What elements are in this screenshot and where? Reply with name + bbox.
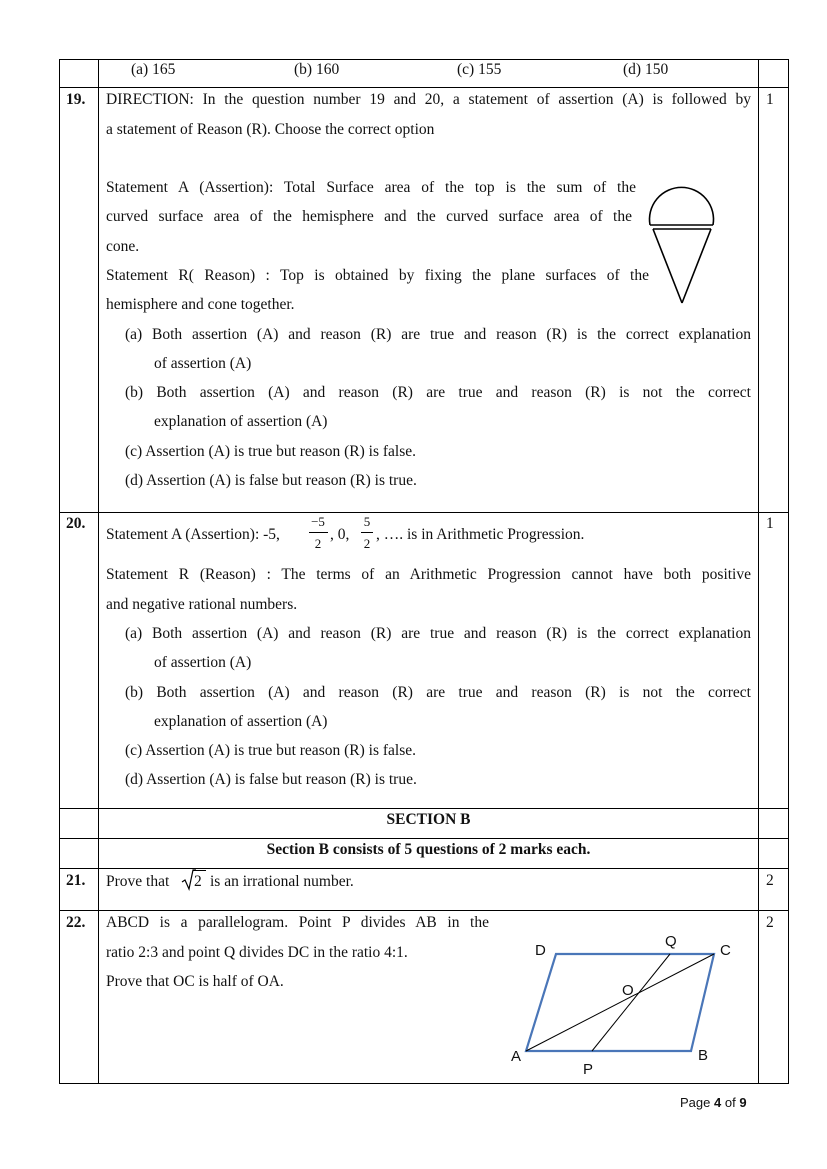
q22-line-3: Prove that OC is half of OA. bbox=[106, 973, 284, 990]
q18-option-a: (a) 165 bbox=[131, 61, 176, 78]
page-footer bbox=[680, 1095, 747, 1110]
fraction-1-denominator: 2 bbox=[314, 536, 322, 551]
assertion-line-1: Statement A (Assertion): Total Surface area of the top is the sum of the bbox=[106, 179, 636, 196]
row-line bbox=[59, 87, 789, 88]
fraction-2-numerator: 5 bbox=[363, 514, 371, 529]
assertion-line-3: cone. bbox=[106, 238, 140, 255]
radical-overline bbox=[193, 870, 206, 871]
reason-line-2: hemisphere and cone together. bbox=[106, 296, 295, 313]
q21-radicand: 2 bbox=[194, 873, 202, 890]
section-b-subtitle: Section B consists of 5 questions of 2 marks each. bbox=[266, 841, 591, 858]
question-marks: 1 bbox=[766, 515, 774, 532]
assertion-prefix: Statement A (Assertion): -5, bbox=[106, 526, 280, 543]
reason-line-1: Statement R( Reason) : Top is obtained by fixing the plane surfaces of the bbox=[106, 267, 649, 284]
q18-option-d: (d) 150 bbox=[623, 61, 669, 78]
diagonal-ac bbox=[526, 954, 714, 1051]
question-number: 19. bbox=[66, 91, 86, 108]
option-b-line-2: explanation of assertion (A) bbox=[154, 713, 328, 730]
direction-line-1: DIRECTION: In the question number 19 and 20, a statement of assertion (A) is followed by bbox=[106, 91, 751, 108]
question-number: 20. bbox=[66, 515, 86, 532]
hemisphere-arc bbox=[650, 187, 714, 225]
reason-line-1: Statement R (Reason) : The terms of an Arithmetic Progression cannot have both positive bbox=[106, 566, 751, 583]
fraction-1-numerator: −5 bbox=[311, 514, 325, 529]
question-marks: 2 bbox=[766, 872, 774, 889]
section-b-title: SECTION B bbox=[386, 811, 471, 828]
option-b-line-2: explanation of assertion (A) bbox=[154, 413, 328, 430]
option-b-line-1: (b) Both assertion (A) and reason (R) are true and reason (R) is not the correct bbox=[125, 684, 751, 701]
assertion-suffix: , …. is in Arithmetic Progression. bbox=[376, 526, 585, 543]
parallelogram-figure bbox=[520, 945, 720, 1057]
option-c: (c) Assertion (A) is true but reason (R) is false. bbox=[125, 443, 416, 460]
table-divider-number bbox=[98, 59, 99, 1084]
assertion-line-2: curved surface area of the hemisphere and the curved surface area of the bbox=[106, 208, 632, 225]
q18-option-b: (b) 160 bbox=[294, 61, 340, 78]
fraction-2-bar bbox=[361, 532, 373, 533]
table-border-right bbox=[788, 59, 789, 1084]
option-a-line-2: of assertion (A) bbox=[154, 654, 252, 671]
question-number: 22. bbox=[66, 914, 86, 931]
option-d: (d) Assertion (A) is false but reason (R) is true. bbox=[125, 472, 417, 489]
option-a-line-1: (a) Both assertion (A) and reason (R) are true and reason (R) is the correct explanation bbox=[125, 326, 751, 343]
footer-prefix: Page bbox=[680, 1095, 711, 1110]
label-p: P bbox=[583, 1061, 594, 1078]
row-line bbox=[59, 1083, 789, 1084]
cone-left-side bbox=[653, 229, 682, 303]
spinning-top-figure bbox=[645, 178, 719, 308]
option-d: (d) Assertion (A) is false but reason (R) is true. bbox=[125, 771, 417, 788]
table-border-left bbox=[59, 59, 60, 1084]
footer-current-page: 4 bbox=[714, 1095, 722, 1110]
fraction-1-bar bbox=[309, 532, 328, 533]
label-q: Q bbox=[665, 933, 677, 950]
row-line bbox=[59, 808, 789, 809]
q21-text-after: is an irrational number. bbox=[210, 873, 354, 890]
table-divider-marks bbox=[758, 59, 759, 1084]
direction-line-2: a statement of Reason (R). Choose the correct option bbox=[106, 121, 435, 138]
fraction-2-denominator: 2 bbox=[363, 536, 371, 551]
q22-line-1: ABCD is a parallelogram. Point P divides AB in the bbox=[106, 914, 489, 931]
assertion-separator: , 0, bbox=[330, 526, 350, 543]
footer-total-pages: 9 bbox=[739, 1095, 747, 1110]
option-a-line-1: (a) Both assertion (A) and reason (R) are true and reason (R) is the correct explanation bbox=[125, 625, 751, 642]
label-d: D bbox=[535, 942, 546, 959]
question-marks: 1 bbox=[766, 91, 774, 108]
label-o: O bbox=[622, 982, 634, 999]
row-line bbox=[59, 868, 789, 869]
label-a: A bbox=[511, 1048, 522, 1065]
cone-right-side bbox=[682, 229, 711, 303]
label-c: C bbox=[720, 942, 731, 959]
question-number: 21. bbox=[66, 872, 86, 889]
option-b-line-1: (b) Both assertion (A) and reason (R) are true and reason (R) is not the correct bbox=[125, 384, 751, 401]
footer-middle: of bbox=[724, 1095, 736, 1110]
q21-text-before: Prove that bbox=[106, 873, 170, 890]
q22-line-2: ratio 2:3 and point Q divides DC in the ratio 4:1. bbox=[106, 944, 408, 961]
segment-pq bbox=[592, 954, 670, 1051]
q18-option-c: (c) 155 bbox=[457, 61, 502, 78]
question-marks: 2 bbox=[766, 914, 774, 931]
row-line bbox=[59, 512, 789, 513]
option-c: (c) Assertion (A) is true but reason (R) is false. bbox=[125, 742, 416, 759]
row-line bbox=[59, 910, 789, 911]
row-line bbox=[59, 59, 789, 60]
reason-line-2: and negative rational numbers. bbox=[106, 596, 298, 613]
label-b: B bbox=[698, 1047, 709, 1064]
row-line bbox=[59, 838, 789, 839]
option-a-line-2: of assertion (A) bbox=[154, 355, 252, 372]
